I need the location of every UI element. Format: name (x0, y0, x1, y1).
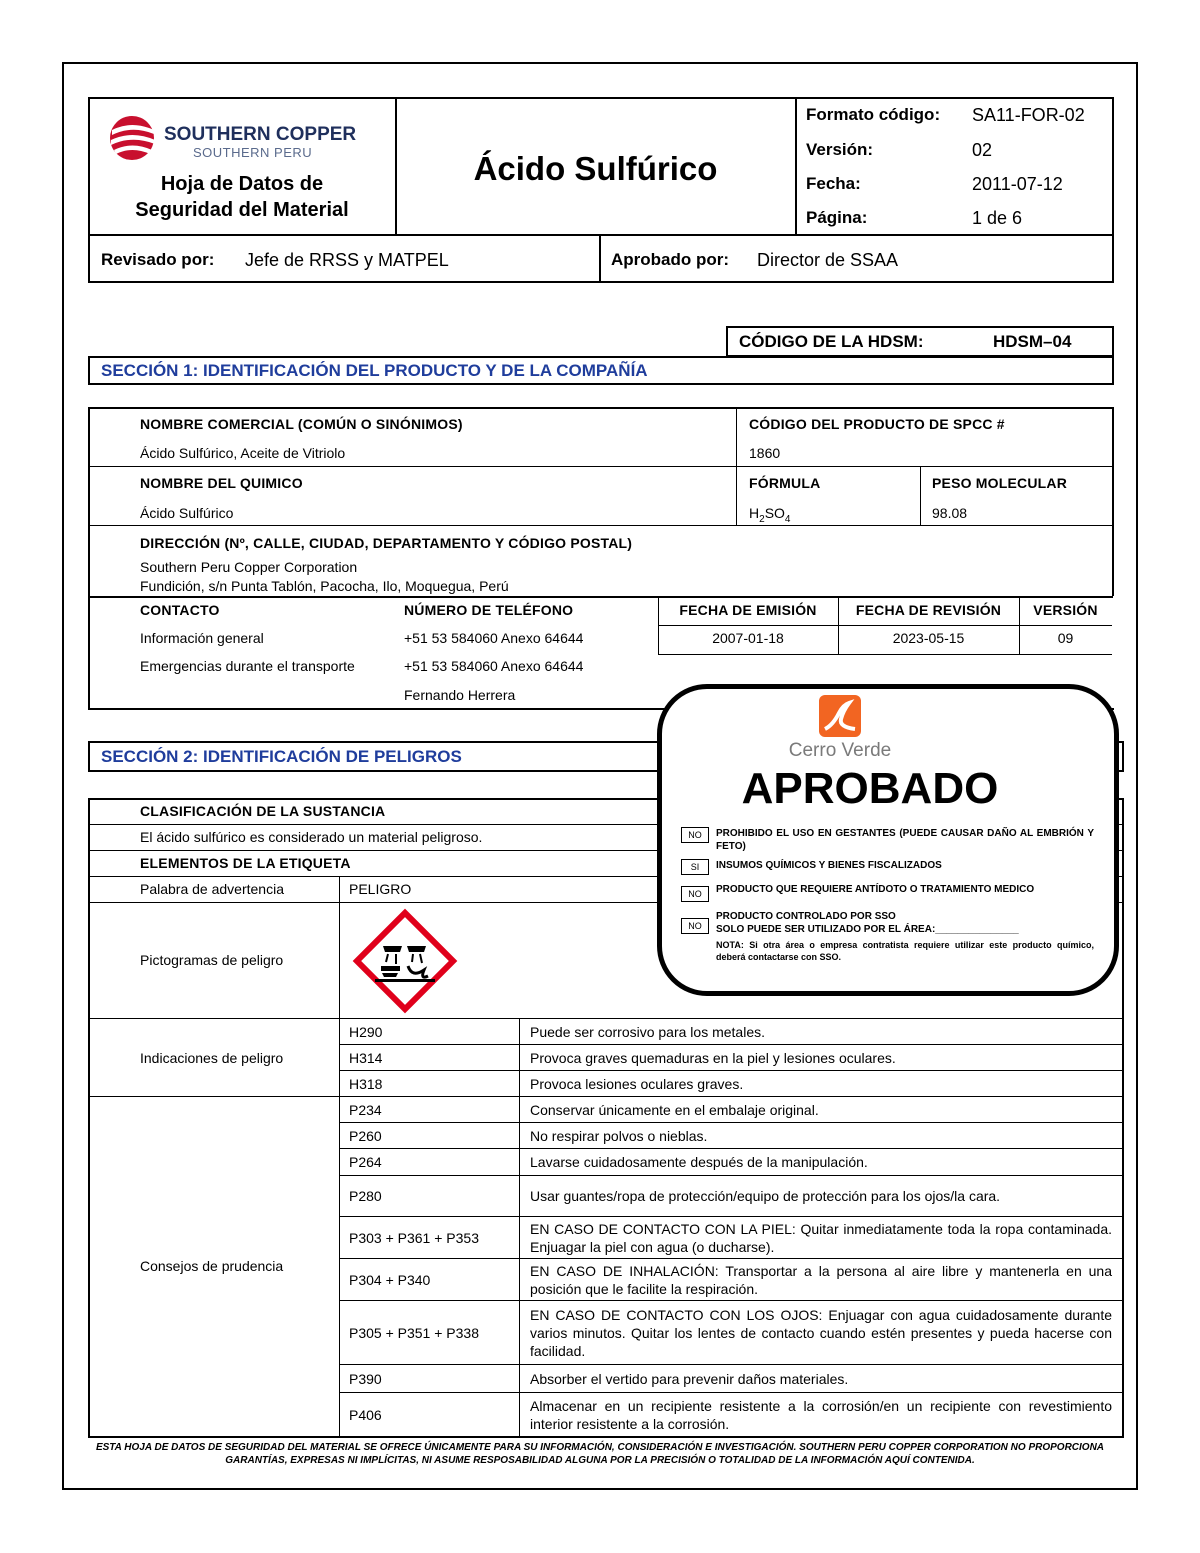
precaution-code-p304: P304 + P340 (349, 1271, 431, 1288)
contacto-1: Información general (140, 630, 264, 646)
company-logo (108, 114, 158, 162)
version-label: VERSIÓN (1033, 602, 1098, 618)
southern-copper-logo-icon (108, 114, 158, 162)
corrosive-hazard-icon (350, 906, 460, 1016)
meta-value-formato: SA11-FOR-02 (972, 105, 1085, 125)
precaution-text-p303: EN CASO DE CONTACTO CON LA PIEL: Quitar inmediatamente toda la ropa contaminada. Enjuagar la piel con agua (o ducharse). (530, 1220, 1112, 1255)
codigo-producto-label: CÓDIGO DEL PRODUCTO DE SPCC # (749, 416, 1005, 432)
clasificacion-label: CLASIFICACIÓN DE LA SUSTANCIA (140, 803, 386, 819)
precaution-code-p234: P234 (349, 1101, 382, 1118)
stamp-area-line: SOLO PUEDE SER UTILIZADO POR EL ÁREA:_______________ (716, 924, 1019, 935)
peso-molecular-value: 98.08 (932, 505, 968, 521)
section1-title: SECCIÓN 1: IDENTIFICACIÓN DEL PRODUCTO Y DE LA COMPAÑÍA (101, 361, 648, 380)
revision-value: 2023-05-15 (892, 630, 965, 646)
version-value: 09 (1057, 630, 1074, 646)
palabra-value: PELIGRO (349, 881, 412, 897)
contacto-2: Emergencias durante el transporte (140, 658, 355, 674)
stamp-text-fiscalizados: INSUMOS QUÍMICOS Y BIENES FISCALIZADOS (716, 860, 942, 871)
emision-value: 2007-01-18 (712, 630, 784, 646)
meta-label-pagina: Página: (806, 208, 868, 227)
precaution-code-p264: P264 (349, 1154, 382, 1170)
clasificacion-value: El ácido sulfúrico es considerado un material peligroso. (140, 829, 483, 845)
stamp-box-antidoto: NO (681, 886, 709, 902)
stamp-nota: NOTA: Si otra área o empresa contratista requiere utilizar este producto químico, deberá contactarse con SSO. (716, 940, 1094, 962)
hazard-text-h318: Provoca lesiones oculares graves. (530, 1075, 744, 1092)
meta-value-fecha: 2011-07-12 (972, 174, 1063, 194)
revisado-value: Jefe de RRSS y MATPEL (245, 250, 449, 270)
aprobado-label: Aprobado por: (611, 250, 730, 269)
precaution-text-p390: Absorber el vertido para prevenir daños materiales. (530, 1370, 849, 1387)
revision-label: FECHA DE REVISIÓN (855, 602, 1002, 618)
indicaciones-label: Indicaciones de peligro (140, 1050, 284, 1066)
footer-disclaimer: ESTA HOJA DE DATOS DE SEGURIDAD DEL MATERIAL SE OFRECE ÚNICAMENTE PARA SU INFORMACIÓN, CONSIDERACIÓN E INVESTIGACIÓN. SOUTHERN PERU COPPER CORPORATION NO PROPORCIONA GARANTÍAS, EXPRESAS NI IMPLÍCITAS, NI ASUME RESPOSABILIDAD ALGUNA POR LA PRECISIÓN O TOTALIDAD DE LA INFORMACIÓN AQUÍ CONTENIDA. (95, 1442, 1105, 1466)
precaution-code-p303: P303 + P361 + P353 (349, 1229, 479, 1246)
precaution-text-p304: EN CASO DE INHALACIÓN: Transportar a la persona al aire libre y mantenerla en una posición que le facilite la respiración. (530, 1262, 1112, 1297)
stamp-text-antidoto: PRODUCTO QUE REQUIERE ANTÍDOTO O TRATAMIENTO MEDICO (716, 884, 1035, 895)
emision-label: FECHA DE EMISIÓN (679, 602, 817, 618)
section2-title: SECCIÓN 2: IDENTIFICACIÓN DE PELIGROS (101, 747, 462, 766)
meta-label-fecha: Fecha: (806, 174, 861, 193)
precaution-text-p280: Usar guantes/ropa de protección/equipo de protección para los ojos/la cara. (530, 1188, 1001, 1204)
precaution-code-p280: P280 (349, 1188, 382, 1204)
hdsm-code-label: CÓDIGO DE LA HDSM: (739, 332, 924, 351)
peso-molecular-label: PESO MOLECULAR (932, 475, 1068, 491)
nombre-quimico-value: Ácido Sulfúrico (140, 505, 234, 521)
precaution-code-p260: P260 (349, 1127, 382, 1144)
hazard-text-h290: Puede ser corrosivo para los metales. (530, 1023, 765, 1040)
stamp-box-controlado: NO (681, 918, 709, 934)
palabra-label: Palabra de advertencia (140, 881, 284, 897)
meta-value-version: 02 (972, 140, 993, 160)
precaution-text-p406: Almacenar en un recipiente resistente a la corrosión/en un recipiente con revestimiento interior resistente a la corrosión. (530, 1398, 1112, 1432)
hazard-code-h314: H314 (349, 1049, 383, 1066)
precaution-text-p260: No respirar polvos o nieblas. (530, 1127, 708, 1144)
telefono-3: Fernando Herrera (404, 687, 516, 703)
stamp-text-controlado: PRODUCTO CONTROLADO POR SSO (716, 911, 896, 922)
hdsm-code-value: HDSM–04 (993, 332, 1072, 351)
nombre-quimico-label: NOMBRE DEL QUIMICO (140, 475, 303, 491)
doc-type-line1: Hoja de Datos de (160, 173, 324, 195)
aprobado-value: Director de SSAA (757, 250, 899, 270)
precaution-code-p390: P390 (349, 1370, 382, 1387)
meta-label-version: Versión: (806, 140, 874, 159)
contacto-label: CONTACTO (140, 602, 220, 618)
company-subname: SOUTHERN PERU (193, 145, 313, 160)
elementos-label: ELEMENTOS DE LA ETIQUETA (140, 855, 351, 871)
corrosive-pictogram (350, 906, 460, 1016)
pictogramas-label: Pictogramas de peligro (140, 952, 284, 968)
codigo-producto-value: 1860 (749, 445, 781, 461)
precaution-code-p406: P406 (349, 1407, 382, 1423)
telefono-2: +51 53 584060 Anexo 64644 (404, 658, 584, 674)
precaution-text-p305: EN CASO DE CONTACTO CON LOS OJOS: Enjuagar con agua cuidadosamente durante varios minutos. Quitar los lentes de contacto cuando estén presentes y pueda hacerse con facilidad. (530, 1306, 1112, 1359)
precaution-text-p234: Conservar únicamente en el embalaje original. (530, 1101, 819, 1118)
telefono-1: +51 53 584060 Anexo 64644 (404, 630, 584, 646)
consejos-label: Consejos de prudencia (140, 1258, 284, 1274)
cerro-verde-logo-icon (819, 695, 861, 737)
precaution-code-p305: P305 + P351 + P338 (349, 1324, 479, 1341)
formula-label: FÓRMULA (749, 475, 821, 491)
hazard-text-h314: Provoca graves quemaduras en la piel y lesiones oculares. (530, 1049, 896, 1066)
cerro-verde-logo (819, 695, 861, 737)
hazard-code-h290: H290 (349, 1023, 383, 1040)
stamp-status: APROBADO (741, 764, 999, 813)
direccion-line2: Fundición, s/n Punta Tablón, Pacocha, Ilo, Moquegua, Perú (140, 578, 509, 594)
stamp-box-fiscalizados: SI (681, 859, 709, 875)
direccion-label: DIRECCIÓN (Nº, CALLE, CIUDAD, DEPARTAMENTO Y CÓDIGO POSTAL) (140, 535, 633, 551)
document-title: Ácido Sulfúrico (473, 150, 718, 187)
doc-type-line2: Seguridad del Material (135, 199, 349, 221)
nombre-comercial-label: NOMBRE COMERCIAL (COMÚN O SINÓNIMOS) (140, 416, 463, 432)
telefono-label: NÚMERO DE TELÉFONO (404, 602, 574, 618)
meta-label-formato: Formato código: (806, 105, 941, 124)
company-name: SOUTHERN COPPER (164, 124, 357, 145)
stamp-text-gestantes: PROHIBIDO EL USO EN GESTANTES (PUEDE CAUSAR DAÑO AL EMBRIÓN Y FETO) (716, 828, 1094, 852)
hazard-code-h318: H318 (349, 1075, 383, 1092)
revisado-label: Revisado por: (101, 250, 215, 269)
stamp-brand: Cerro Verde (788, 740, 892, 761)
meta-value-pagina: 1 de 6 (972, 208, 1023, 228)
formula-value: $H_2SO_4$ (749, 505, 791, 525)
direccion-line1: Southern Peru Copper Corporation (140, 559, 358, 575)
precaution-text-p264: Lavarse cuidadosamente después de la manipulación. (530, 1154, 868, 1170)
nombre-comercial-value: Ácido Sulfúrico, Aceite de Vitriolo (140, 445, 346, 461)
stamp-box-gestantes: NO (681, 827, 709, 843)
